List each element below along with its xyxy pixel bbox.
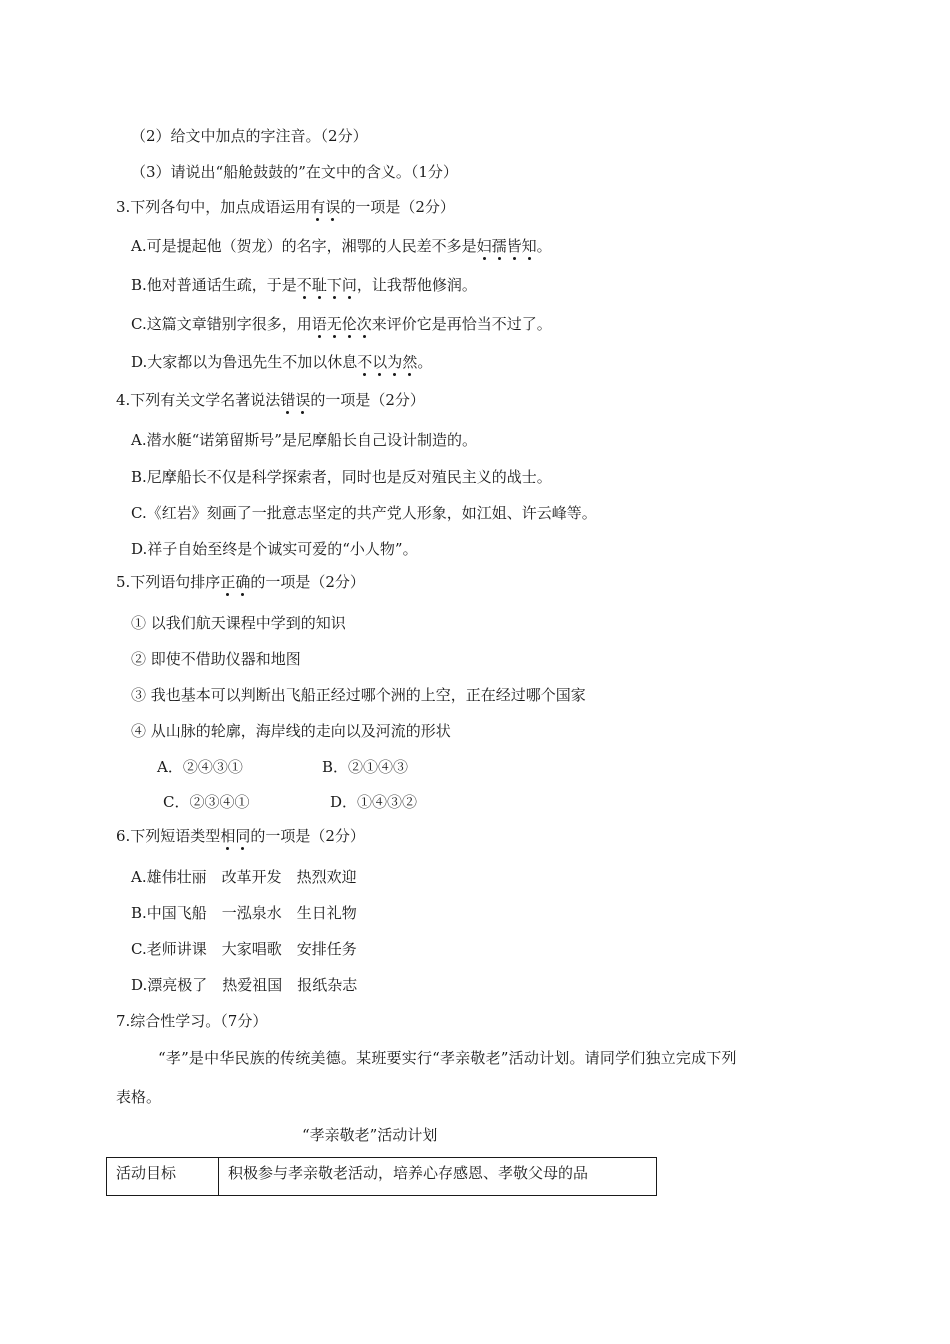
q3-option-a: A.可是提起他（贺龙）的名字，湘鄂的人民差不多是妇孺皆知。: [131, 237, 552, 255]
q5-option-d: D．①④③②: [330, 793, 418, 811]
q7-stem: 7.综合性学习。（7分）: [116, 1012, 268, 1030]
q5-stem: 5.下列语句排序正确的一项是（2分）: [116, 573, 365, 591]
q6-option-c: C.老师讲课 大家唱歌 安排任务: [131, 940, 357, 958]
q2-sub2: （2）给文中加点的字注音。（2分）: [131, 127, 368, 145]
q4-option-b: B.尼摩船长不仅是科学探索者，同时也是反对殖民主义的战士。: [131, 468, 552, 486]
q5-sentence-4: ④ 从山脉的轮廓，海岸线的走向以及河流的形状: [131, 722, 451, 740]
q6-stem: 6.下列短语类型相同的一项是（2分）: [116, 827, 365, 845]
q6-option-b: B.中国飞船 一泓泉水 生日礼物: [131, 904, 357, 922]
q4-stem: 4.下列有关文学名著说法错误的一项是（2分）: [116, 391, 425, 409]
q3-option-c: C.这篇文章错别字很多，用语无伦次来评价它是再恰当不过了。: [131, 315, 552, 333]
q2-sub3: （3）请说出“船舱鼓鼓的”在文中的含义。（1分）: [131, 163, 458, 181]
q4-option-c: C.《红岩》刻画了一批意志坚定的共产党人形象，如江姐、许云峰等。: [131, 504, 597, 522]
q5-option-b: B．②①④③: [322, 758, 409, 776]
table-cell-label: 活动目标: [107, 1158, 219, 1195]
q6-option-a: A.雄伟壮丽 改革开发 热烈欢迎: [131, 868, 357, 886]
q7-table-title: “孝亲敬老”活动计划: [302, 1126, 438, 1144]
q3-option-b: B.他对普通话生疏，于是不耻下问，让我帮他修润。: [131, 276, 477, 294]
q3-option-d: D.大家都以为鲁迅先生不加以休息不以为然。: [131, 353, 433, 371]
activity-plan-table: [106, 1157, 657, 1196]
q3-stem: 3.下列各句中，加点成语运用有误的一项是（2分）: [116, 198, 455, 216]
q4-option-d: D.祥子自始至终是个诚实可爱的“小人物”。: [131, 540, 418, 558]
q5-option-a: A．②④③①: [157, 758, 243, 776]
q5-sentence-2: ② 即使不借助仪器和地图: [131, 650, 301, 668]
q5-option-c: C．②③④①: [163, 793, 250, 811]
q7-paragraph-continued: 表格。: [116, 1088, 162, 1106]
q4-option-a: A.潜水艇“诺第留斯号”是尼摩船长自己设计制造的。: [131, 431, 477, 449]
q5-sentence-1: ① 以我们航天课程中学到的知识: [131, 614, 346, 632]
table-cell-value: 积极参与孝亲敬老活动，培养心存感恩、孝敬父母的品: [228, 1164, 589, 1182]
q7-paragraph: “孝”是中华民族的传统美德。某班要实行“孝亲敬老”活动计划。请同学们独立完成下列: [158, 1049, 737, 1067]
q6-option-d: D.漂亮极了 热爱祖国 报纸杂志: [131, 976, 358, 994]
q5-sentence-3: ③ 我也基本可以判断出飞船正经过哪个洲的上空，正在经过哪个国家: [131, 686, 586, 704]
